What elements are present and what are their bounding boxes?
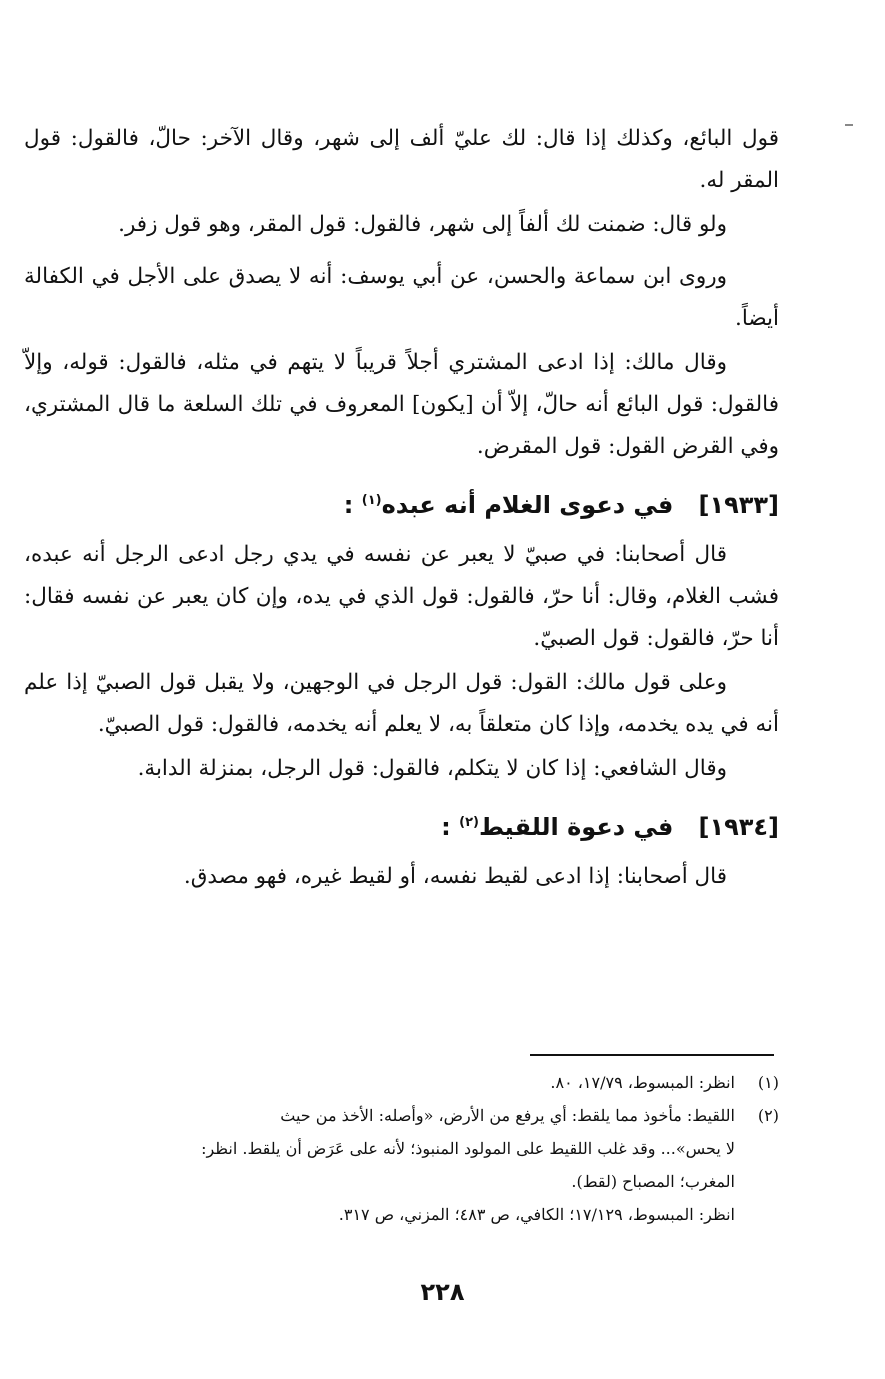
paragraph-seller-claim: قول البائع، وكذلك إذا قال: لك عليّ ألف إلى شهر، وقال الآخر: حالّ، فالقول: قول المقر له. <box>24 126 779 193</box>
section-heading-1934 <box>24 804 779 850</box>
footnote-line: لا يحس»... وقد غلب اللقيط على المولود المنبوذ؛ لأنه على عَرَض أن يلقط. انظر: <box>201 1139 735 1158</box>
paragraph-ibn-samaa: وروى ابن سماعة والحسن، عن أبي يوسف: أنه لا يصدق على الأجل في الكفالة أيضاً. <box>24 264 779 331</box>
section-title-1934: في دعوة اللقيط <box>478 813 674 841</box>
paragraph-boy-claim: قال أصحابنا: في صبيّ لا يعبر عن نفسه في يدي رجل ادعى الرجل أنه عبده، فشب الغلام، وقال: أنا حرّ، فالقول: قول الذي في يده، وإن كان يعبر عن نفسه فقال: أنا حرّ، فالقول: قول الصبيّ. <box>24 542 779 651</box>
section-title-1933: في دعوى الغلام أنه عبده <box>381 491 674 519</box>
paragraph-malik-term: وقال مالك: إذا ادعى المشتري أجلاً قريباً لا يتهم في مثله، فالقول: قوله، وإلاّ فالقول: قول البائع أنه حالّ، إلاّ أن [يكون] المعروف في تلك السلعة ما قال المشتري، وفي القرض القول: قول المقرض. <box>24 350 779 459</box>
scan-artifact <box>845 124 853 126</box>
paragraph-guarantee: ولو قال: ضمنت لك ألفاً إلى شهر، فالقول: قول المقر، وهو قول زفر. <box>118 212 727 237</box>
footnote-text-1 <box>24 1066 735 1099</box>
footnote-line: انظر: المبسوط، ١٧/٧٩، ٨٠. <box>550 1073 735 1092</box>
footnote-mark-2: (٢) <box>757 1106 779 1125</box>
paragraph-foundling: قال أصحابنا: إذا ادعى لقيط نفسه، أو لقيط غيره، فهو مصدق. <box>183 864 727 889</box>
footnote-line: المغرب؛ المصباح (لقط). <box>571 1172 735 1191</box>
footnotes <box>24 1066 779 1231</box>
footnote-ref-2[interactable]: (٢) <box>459 815 479 830</box>
page-number: ٢٢٨ <box>420 1278 465 1306</box>
footnote-text-2 <box>24 1099 735 1231</box>
footnote-mark-1: (١) <box>757 1073 779 1092</box>
section-colon-1933: : <box>343 491 354 519</box>
footnote-ref-1[interactable]: (١) <box>361 493 382 508</box>
section-colon-1934: : <box>441 813 451 841</box>
paragraph-malik-boy: وعلى قول مالك: القول: قول الرجل في الوجهين، ولا يقبل قول الصبيّ إذا علم أنه في يده يخدمه، وإذا كان متعلقاً به، لا يعلم أنه يخدمه، فالقول: قول الصبيّ. <box>24 670 779 737</box>
page-body <box>24 118 779 908</box>
footnote-1 <box>24 1066 779 1099</box>
footnote-separator <box>530 1054 774 1056</box>
footnote-line: انظر: المبسوط، ١٧/١٢٩؛ الكافي، ص ٤٨٣؛ المزني، ص ٣١٧. <box>338 1205 735 1224</box>
section-number-1933: [١٩٣٣] <box>698 491 779 519</box>
footnote-2 <box>24 1099 779 1231</box>
section-number-1934: [١٩٣٤] <box>698 813 779 841</box>
footnote-line: اللقيط: مأخوذ مما يلقط: أي يرفع من الأرض، «وأصله: الأخذ من حيث <box>280 1106 735 1125</box>
section-heading-1933 <box>24 482 779 528</box>
paragraph-shafii: وقال الشافعي: إذا كان لا يتكلم، فالقول: قول الرجل، بمنزلة الدابة. <box>137 756 727 781</box>
